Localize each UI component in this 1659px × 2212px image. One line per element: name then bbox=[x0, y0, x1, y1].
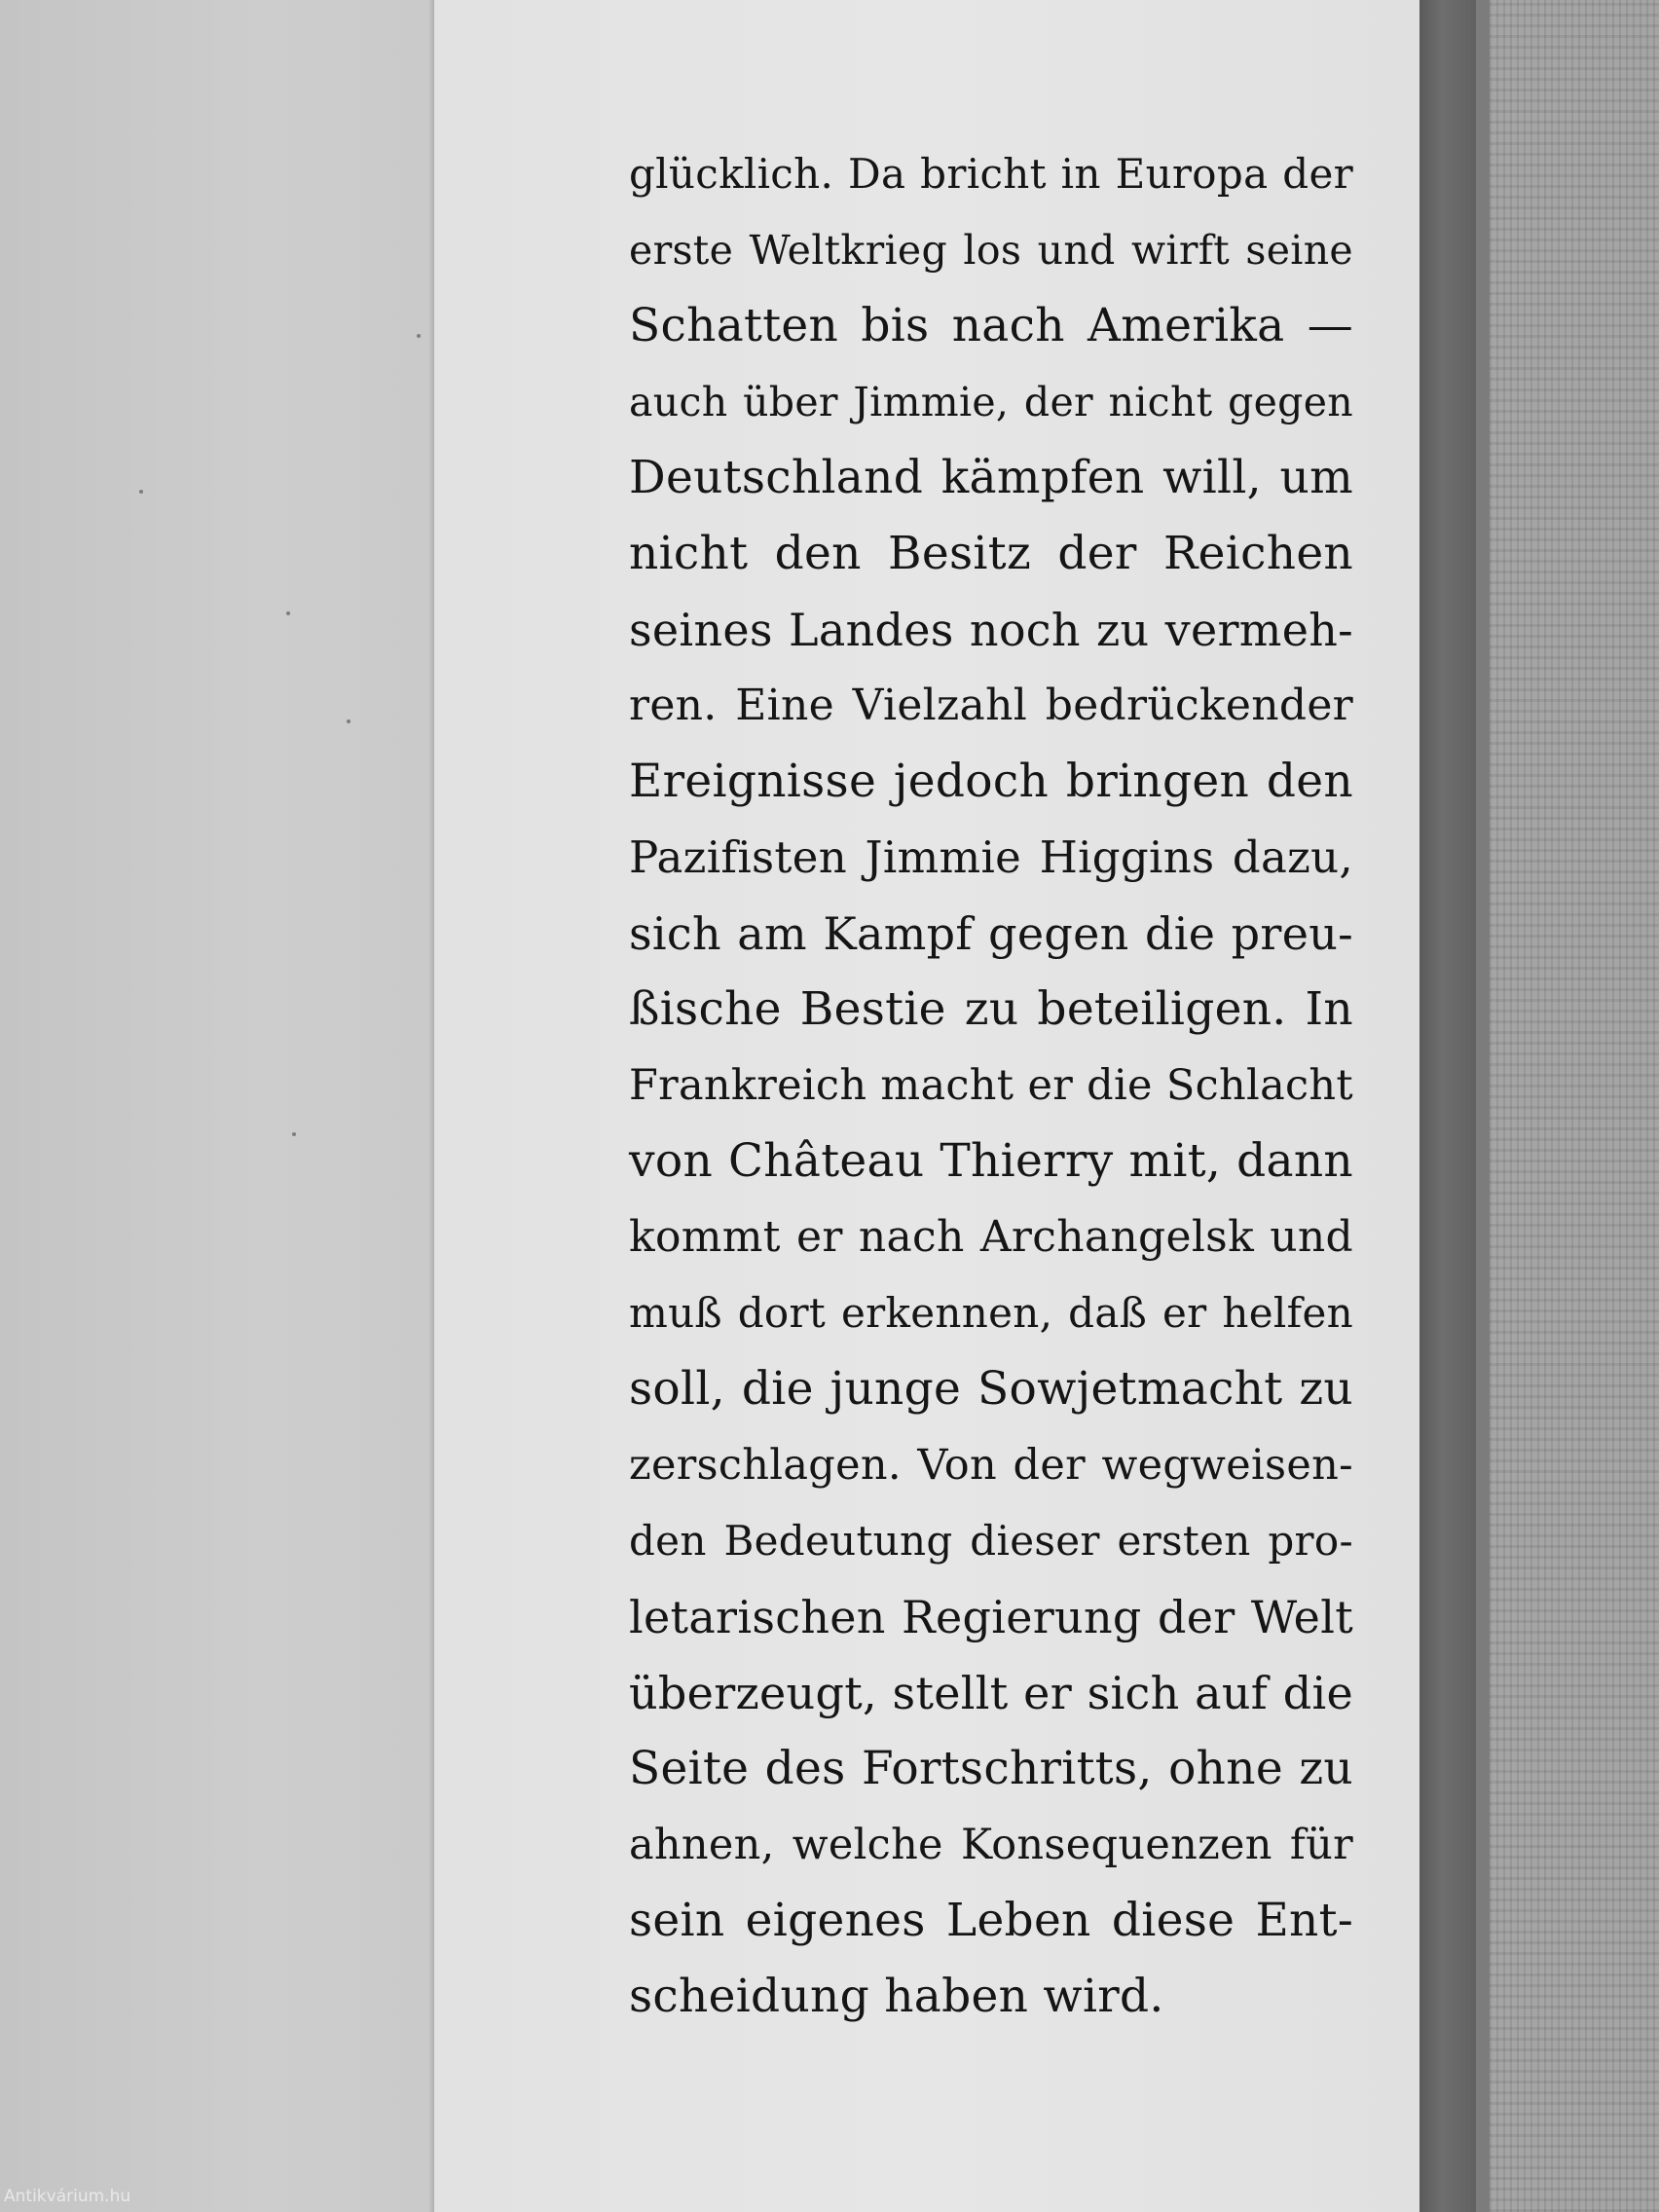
paper-speck bbox=[139, 490, 143, 494]
text-line: Ereignisse jedoch bringen den bbox=[629, 755, 1353, 808]
text-line: seines Landes noch zu vermeh- bbox=[629, 604, 1353, 656]
text-line: zerschlagen. Von der wegweisen- bbox=[629, 1441, 1353, 1490]
book-cover-texture bbox=[1490, 0, 1659, 2212]
paper-speck bbox=[417, 334, 421, 338]
paper-speck bbox=[347, 719, 350, 723]
book-board-bevel bbox=[1476, 0, 1490, 2212]
book-board-edge bbox=[1419, 0, 1476, 2212]
text-line: sich am Kampf gegen die preu- bbox=[629, 907, 1353, 960]
text-line: Seite des Fortschritts, ohne zu bbox=[629, 1742, 1353, 1795]
watermark: Antikvárium.hu bbox=[4, 2187, 131, 2206]
paper-speck bbox=[286, 611, 290, 615]
text-line-last: scheidung haben wird. bbox=[629, 1970, 1164, 2023]
left-page bbox=[0, 0, 434, 2212]
text-line: auch über Jimmie, der nicht gegen bbox=[629, 379, 1353, 425]
text-line: letarischen Regierung der Welt bbox=[629, 1591, 1353, 1643]
text-line: überzeugt, stellt er sich auf die bbox=[629, 1667, 1353, 1719]
text-line: ren. Eine Vielzahl bedrückender bbox=[629, 681, 1353, 730]
text-line: Schatten bis nach Amerika — bbox=[629, 299, 1353, 352]
text-line: soll, die junge Sowjetmacht zu bbox=[629, 1362, 1353, 1416]
text-line: ahnen, welche Konsequenzen für bbox=[629, 1821, 1353, 1869]
text-line: erste Weltkrieg los und wirft seine bbox=[629, 227, 1353, 274]
paper-speck bbox=[292, 1132, 296, 1136]
text-line: sein eigenes Leben diese Ent- bbox=[629, 1894, 1353, 1947]
text-line: kommt er nach Archangelsk und bbox=[629, 1212, 1353, 1262]
text-line: ßische Bestie zu beteiligen. In bbox=[629, 982, 1353, 1036]
text-line: von Château Thierry mit, dann bbox=[629, 1134, 1353, 1188]
text-line: muß dort erkennen, daß er helfen bbox=[629, 1289, 1353, 1337]
text-line: Pazifisten Jimmie Higgins dazu, bbox=[629, 831, 1353, 883]
text-line: glücklich. Da bricht in Europa der bbox=[629, 150, 1353, 198]
text-line: Deutschland kämpfen will, um bbox=[629, 451, 1353, 504]
text-line: Frankreich macht er die Schlacht bbox=[629, 1061, 1353, 1110]
text-line: nicht den Besitz der Reichen bbox=[629, 527, 1353, 580]
text-line: den Bedeutung dieser ersten pro- bbox=[629, 1517, 1353, 1565]
dust-jacket-flap bbox=[434, 0, 1419, 2212]
